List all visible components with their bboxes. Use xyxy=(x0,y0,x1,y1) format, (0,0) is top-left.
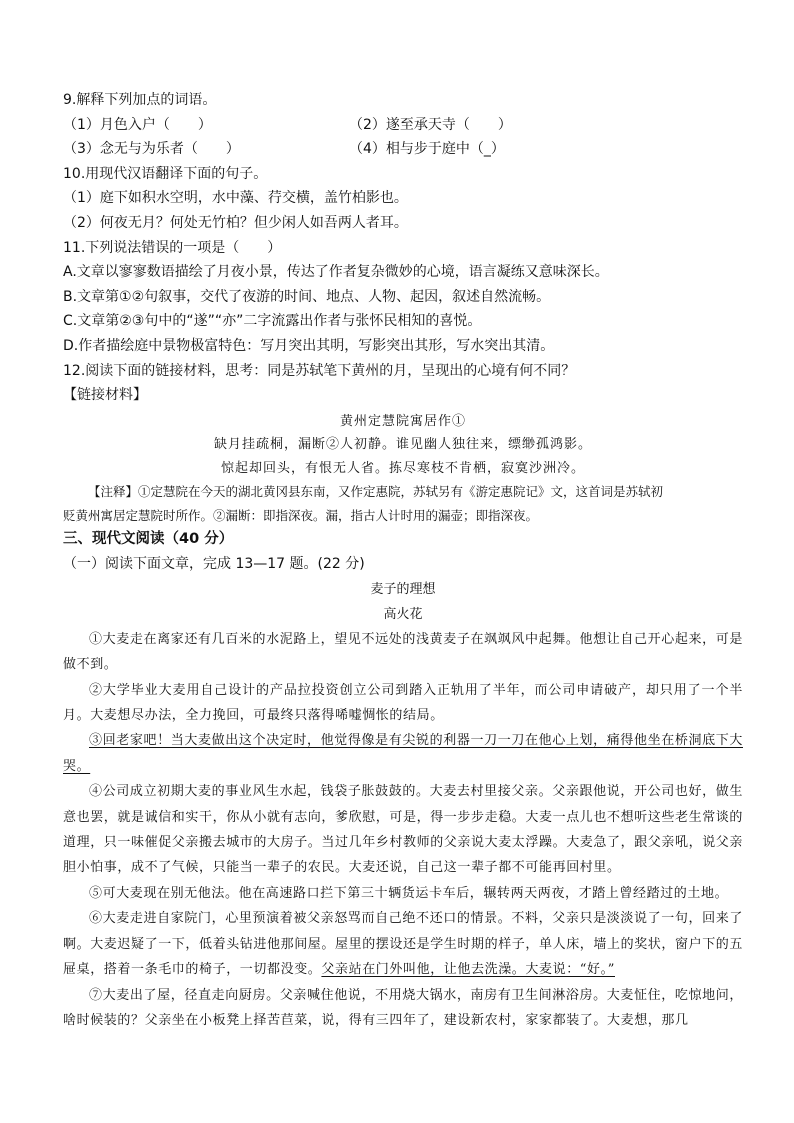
document-page xyxy=(63,88,743,1033)
q9-item-1: （1）月色入户（ ） xyxy=(63,116,212,133)
q9-row2 xyxy=(63,137,743,162)
paragraph-1: ①大麦走在离家还有几百米的水泥路上，望见不远处的浅黄麦子在飒飒风中起舞。他想让自己开心起来，可是做不到。 xyxy=(63,631,743,673)
section-title: 三、现代文阅读（40 分） xyxy=(63,531,234,548)
annotation-line-2: 贬黄州寓居定慧院时所作。②漏断：即指深夜。漏，指古人计时用的漏壶；即指深夜。 xyxy=(63,507,539,523)
poem-line-1: 缺月挂疏桐，漏断②人初静。谁见幽人独往来，缥缈孤鸿影。 xyxy=(213,437,592,453)
poem-line-2: 惊起却回头，有恨无人省。拣尽寒枝不肯栖，寂寞沙洲冷。 xyxy=(220,460,585,476)
q11-option-a: A.文章以寥寥数语描绘了月夜小景，传达了作者复杂微妙的心境，语言凝练又意味深长。 xyxy=(63,264,609,281)
q10-stem: 10.用现代汉语翻译下面的句子。 xyxy=(63,165,268,182)
q11-option-c: C.文章第②③句中的“遂”“亦”二字流露出作者与张怀民相知的喜悦。 xyxy=(63,313,482,330)
q12-stem: 12.阅读下面的链接材料，思考：同是苏轼笔下黄州的月，呈现出的心境有何不同？ xyxy=(63,362,576,379)
q11-option-b: B.文章第①②句叙事，交代了夜游的时间、地点、人物、起因，叙述自然流畅。 xyxy=(63,288,551,305)
q10-sentence-1: （1）庭下如积水空明，水中藻、荇交横，盖竹柏影也。 xyxy=(63,190,408,207)
article-title: 麦子的理想 xyxy=(370,581,436,597)
paragraph-2: ②大学毕业大麦用自己设计的产品拉投资创立公司到踏入正轨用了半年，而公司申请破产，却只用了一个半月。大麦想尽办法，全力挽回，可最终只落得唏嘘惆怅的结局。 xyxy=(63,682,743,724)
paragraph-4: ④公司成立初期大麦的事业风生水起，钱袋子胀鼓鼓的。大麦去村里接父亲。父亲跟他说，开公司也好，做生意也罢，就是诚信和实干，你从小就有志向，爹欣慰，可是，得一步步走稳。大麦一点儿也不想听这些老生常谈的道理，只一味催促父亲搬去城市的大房子。当过几年乡村教师的父亲说大麦太浮躁。大麦急了，跟父亲吼，说父亲胆小怕事，成不了气候，只能当一辈子的农民。大麦还说，自己这一辈子都不可能再回村里。 xyxy=(63,784,744,876)
q9-row1 xyxy=(63,113,743,138)
q11-stem: 11.下列说法错误的一项是（ ） xyxy=(63,239,282,256)
q9-item-2: （2）遂至承天寺（ ） xyxy=(349,116,512,133)
paragraph-5: ⑤可大麦现在别无他法。他在高速路口拦下第三十辆货运卡车后，辗转两天两夜，才踏上曾经踏过的土地。 xyxy=(89,885,729,901)
paragraph-3: ③回老家吧！当大麦做出这个决定时，他觉得像是有尖锐的利器一刀一刀在他心上划，痛得他坐在桥洞底下大哭。 xyxy=(63,733,743,774)
paragraph-6 xyxy=(63,906,743,982)
poem-title: 黄州定慧院寓居作① xyxy=(339,413,466,429)
link-material-label: 【链接材料】 xyxy=(63,387,147,404)
paragraph-7: ⑦大麦出了屋，径直走向厨房。父亲喊住他说，不用烧大锅水，南房有卫生间淋浴房。大麦怔住，吃惊地问，啥时候装的？父亲坐在小板凳上择苦苣菜，说，得有三四年了，建设新农村，家家都装了。大麦想，那几 xyxy=(63,987,743,1028)
article-body xyxy=(63,627,743,1034)
article-author: 高火花 xyxy=(383,606,423,622)
paragraph-6-text: ⑥大麦走进自家院门，心里预演着被父亲怒骂而自己绝不还口的情景。不料，父亲只是淡淡说了一句，回来了啊。大麦迟疑了一下，低着头钻进他那间屋。屋里的摆设还是学生时期的样子，单人床，墙上的奖状，窗户下的五屉桌，搭着一条毛巾的椅子，一切都没变。 xyxy=(63,911,744,978)
q11-option-d: D.作者描绘庭中景物极富特色：写月突出其明，写影突出其形，写水突出其清。 xyxy=(63,337,555,354)
q9-item-4: （4）相与步于庭中（_） xyxy=(349,141,505,158)
q10-sentence-2: （2）何夜无月？何处无竹柏？但少闲人如吾两人者耳。 xyxy=(63,214,408,231)
q9-stem: 9.解释下列加点的词语。 xyxy=(63,92,217,108)
paragraph-6-underlined: 父亲站在门外叫他，让他去洗澡。大麦说：“好。” xyxy=(321,962,615,978)
annotation-line-1: 【注释】①定慧院在今天的湖北黄冈县东南，又作定惠院，苏轼另有《游定惠院记》文，这首词是苏轼初 xyxy=(88,484,664,500)
q9-item-3: （3）念无与为乐者（ ） xyxy=(63,141,240,158)
section-subtitle: （一）阅读下面文章，完成 13—17 题。(22 分) xyxy=(63,556,365,573)
